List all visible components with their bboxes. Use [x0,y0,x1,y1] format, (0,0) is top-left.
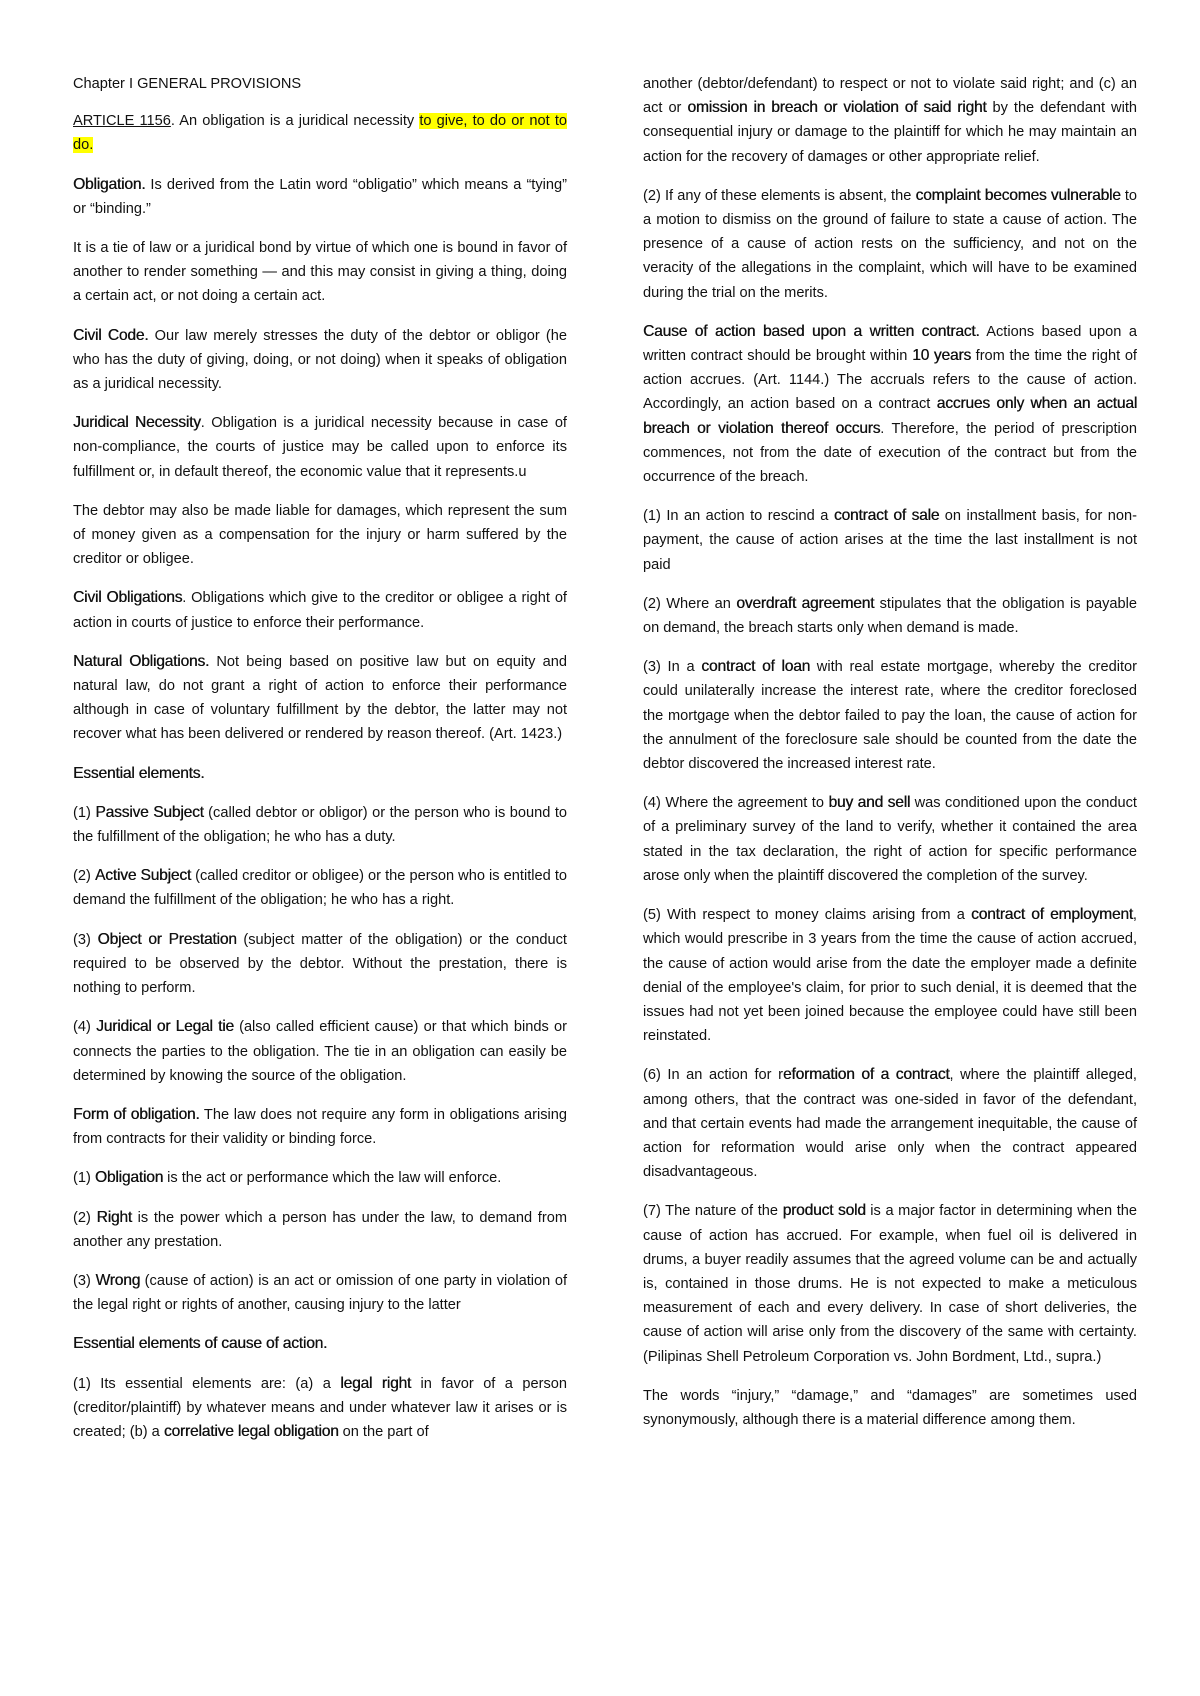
example-text: (3) In a [643,659,702,676]
written-contract-text: from the time the right of action accrues. (Art. 1144.) The accruals refers to the cause of action. Accordingly, an action based on a contract [643,348,1137,413]
element-term: Passive Subject [95,803,204,821]
example-term: overdraft agreement [736,594,875,612]
article-text: . An obligation is a juridical necessity [170,113,420,130]
form-of-obligation-text: The law does not require any form in obligations arising from contracts for their validity or binding force. [73,1106,567,1148]
obligation-definition [73,173,567,221]
document-page [73,72,1137,1632]
example-text: is a major factor in determining when the cause of action has accrued. For example, when fuel oil is delivered in drums, a buyer readily assumes that the agreed volume can be and actually is, contained in those drums. He is not expected to make a meticulous measurement of each and every delivery. In case of short deliveries, the cause of action will arise only from the discovery of the same with certainty. (Pilipinas Shell Petroleum Corporation vs. John Bordment, Ltd., supra.) [643,1203,1137,1365]
element-number: (2) [73,868,95,885]
cause-elements-text: on the part of [338,1423,429,1440]
injury-words-paragraph: The words “injury,” “damage,” and “damages” are sometimes used synonymously, although there is a material difference among them. [643,1387,1137,1428]
natural-obligations-text: Not being based on positive law but on equity and natural law, do not grant a right of action to enforce their performance although in case of voluntary fulfillment by the debtor, the latter may not recover what has been delivered or rendered by reason thereof. (Art. 1423.) [73,653,567,743]
essential-elements-heading [73,762,567,786]
example-item [643,1063,1137,1184]
example-text: (1) In an action to rescind a [643,508,834,525]
continuation-paragraph [643,72,1137,169]
obligation-term: Obligation. [73,175,146,193]
accrues-term: accrues only when an actual breach or violation thereof occurs [643,395,1137,437]
definition-number: (3) [73,1272,96,1289]
absent-element-text: to a motion to dismiss on the ground of failure to state a cause of action. The presence of a cause of action rests on the sufficiency, and not on the veracity of the allegations in the complaint, which will have to be examined during the trial on the merits. [643,187,1137,301]
damages-liability-paragraph: The debtor may also be made liable for damages, which represent the sum of money given as a compensation for the injury or harm suffered by the creditor or obligee. [73,502,567,568]
definition-term: Obligation [94,1169,164,1187]
definition-item [73,1166,567,1190]
absent-element-text: (2) If any of these elements is absent, the [643,187,916,204]
written-contract-term: Cause of action based upon a written contract. [643,322,980,340]
right-column [643,72,1137,1632]
legal-right-term: legal right [340,1374,412,1392]
written-contract-paragraph [643,320,1137,489]
juridical-necessity-term: Juridical Necessity [73,414,201,432]
correlative-obligation-term: correlative legal obligation [163,1422,339,1440]
article-highlight: to give, to do or not to do. [73,113,567,154]
element-item [73,928,567,1001]
definition-term: Wrong [95,1271,141,1289]
example-text: with real estate mortgage, whereby the creditor could unilaterally increase the interest rate, where the creditor foreclosed the mortgage when the debtor failed to pay the loan, the cause of action for the annulment of the foreclosure sale should be counted from the date the debtor discovered the increased interest rate. [643,659,1137,773]
civil-obligations-term: Civil Obligations [73,589,183,607]
element-number: (1) [73,804,96,821]
written-contract-text: Actions based upon a written contract should be brought within [643,323,1137,365]
example-item [643,791,1137,888]
civil-code-term: Civil Code. [73,326,149,344]
natural-obligations-paragraph [73,650,567,747]
definition-text: is the power which a person has under the law, to demand from another any prestation. [73,1209,567,1250]
left-column [73,72,567,1632]
definition-term: Right [96,1208,132,1226]
written-contract-text: . Therefore, the period of prescription commences, not from the date of execution of the contract but from the occurrence of the breach. [643,420,1137,486]
example-text: (5) With respect to money claims arising from a [643,907,972,924]
civil-code-text: Our law merely stresses the duty of the debtor or obligor (he who has the duty of giving, doing, or not doing) when it speaks of obligation as a juridical necessity. [73,327,568,393]
chapter-heading: Chapter I GENERAL PROVISIONS [73,76,302,92]
example-text: , where the plaintiff alleged, among others, that the contract was one-sided in favor of the defendant, and that certain events had made the arrangement inequitable, the cause of action for reformation would arise only when the contract appeared disadvantageous. [643,1067,1137,1181]
cause-of-action-heading [73,1332,567,1356]
cause-elements-paragraph [73,1372,567,1445]
example-text: (2) Where an [643,595,737,612]
omission-term: omission in breach or violation of said right [687,99,987,117]
continuation-text: by the defendant with consequential injury or damage to the plaintiff for which he may maintain an action for the recovery of damages or other appropriate relief. [643,100,1137,165]
example-text: , which would prescribe in 3 years from the time the cause of action accrued, the cause of action would arise from the date the employer made a definite denial of the employee's claim, for prior to such denial, it is deemed that the issues had not yet been joined because the employee could have still been reinstated. [643,907,1137,1045]
example-item [643,1199,1137,1368]
form-of-obligation-term: Form of obligation. [73,1105,200,1123]
definition-text: is the act or performance which the law will enforce. [163,1170,502,1187]
example-term: contract of employment [971,906,1133,924]
example-text: (7) The nature of the [643,1203,783,1220]
element-text: (subject matter of the obligation) or the conduct required to be observed by the debtor. Without the prestation, there is nothing to perform. [73,931,567,997]
element-text: (called debtor or obligor) or the person who is bound to the fulfillment of the obligation; he who has a duty. [73,804,567,846]
example-item [643,903,1137,1048]
example-text: (4) Where the agreement to [643,795,829,812]
definition-number: (1) [73,1170,95,1187]
example-text: stipulates that the obligation is payable on demand, the breach starts only when demand is made. [643,595,1138,637]
example-term: buy and sell [828,794,911,812]
example-item [643,592,1137,640]
element-term: Active Subject [94,867,191,885]
example-term: eformation of a contract [782,1066,950,1084]
example-term: contract of sale [833,507,940,525]
definition-item [73,1269,567,1317]
cause-of-action-title: Essential elements of cause of action. [73,1335,328,1353]
absent-element-paragraph [643,184,1137,305]
civil-obligations-text: . Obligations which give to the creditor or obligee a right of action in courts of justice to enforce their performance. [73,590,567,631]
obligation-text: Is derived from the Latin word “obligatio” which means a “tying” or “binding.” [73,176,567,217]
civil-obligations-paragraph [73,586,567,634]
definition-text: (cause of action) is an act or omission of one party in violation of the legal right or rights of another, causing injury to the latter [73,1272,567,1314]
juridical-necessity-paragraph [73,411,567,484]
complaint-vulnerable-term: complaint becomes vulnerable [915,186,1121,204]
cause-elements-text: (1) Its essential elements are: (a) a [73,1375,341,1392]
example-item [643,655,1137,776]
continuation-text: another (debtor/defendant) to respect or not to violate said right; and (c) an act or [643,76,1137,117]
example-item [643,504,1137,577]
definition-number: (2) [73,1209,97,1226]
article-label: ARTICLE 1156 [73,113,171,130]
example-term: contract of loan [701,658,811,676]
example-text: on installment basis, for non-payment, the cause of action arises at the time the last installment is not paid [643,508,1138,573]
example-text: was conditioned upon the conduct of a preliminary survey of the land to verify, whether it contained the area stated in the tax declaration, the right of action for specific performance arose only when the plaintiff discovered the completion of the survey. [643,795,1137,884]
form-of-obligation-paragraph [73,1103,567,1151]
element-text: (also called efficient cause) or that which binds or connects the parties to the obligation. The tie in an obligation can easily be determined by knowing the source of the obligation. [73,1019,567,1084]
element-term: Object or Prestation [97,930,237,948]
juridical-necessity-text: . Obligation is a juridical necessity because in case of non-compliance, the courts of justice may be called upon to enforce its fulfillment or, in default thereof, the economic value that it represents.u [73,415,567,480]
ten-years-term: 10 years [912,347,971,365]
tie-of-law-paragraph: It is a tie of law or a juridical bond by virtue of which one is bound in favor of another to render something — and this may consist in giving a thing, doing a certain act, or not doing a certain act. [73,240,567,305]
element-item [73,801,567,849]
element-item [73,864,567,912]
example-text: (6) In an action for r [643,1067,783,1084]
essential-elements-title: Essential elements. [73,764,205,782]
cause-elements-text: in favor of a person (creditor/plaintiff) by whatever means and under whatever law it arises or is created; (b) a [73,1375,567,1440]
natural-obligations-term: Natural Obligations. [73,652,210,670]
element-number: (4) [73,1019,97,1036]
example-term: product sold [782,1202,866,1220]
civil-code-paragraph [73,324,567,397]
article-1156 [73,109,567,157]
element-text: (called creditor or obligee) or the person who is entitled to demand the fulfillment of the obligation; he who has a right. [73,868,568,909]
element-number: (3) [73,931,98,948]
element-term: Juridical or Legal tie [96,1018,234,1036]
element-item [73,1015,567,1088]
definition-item [73,1206,567,1254]
